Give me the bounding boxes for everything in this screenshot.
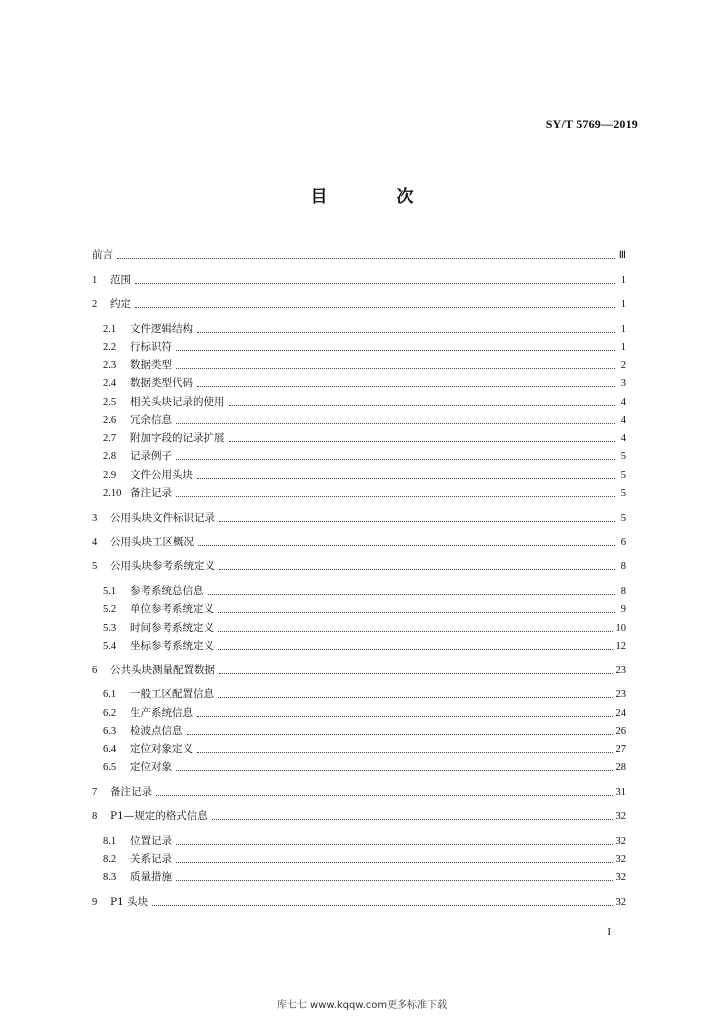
toc-entry-number: 6.5 — [103, 762, 117, 773]
toc-entry-page: 32 — [615, 854, 626, 865]
toc-entry[interactable] — [92, 662, 626, 678]
toc-entry-number: 2.3 — [103, 360, 117, 371]
toc-entry-label: 备注记录 — [130, 487, 172, 499]
toc-entry-page: 4 — [620, 433, 626, 444]
dot-leader — [187, 732, 613, 735]
toc-entry-label: 公共头块测量配置数据 — [110, 664, 215, 676]
toc-entry-page: 32 — [615, 897, 626, 908]
toc-entry-page: 5 — [620, 470, 626, 481]
standard-code: SY/T 5769—2019 — [545, 117, 638, 131]
toc-entry-page: 31 — [615, 787, 626, 798]
dot-leader — [219, 671, 613, 674]
toc-entry-page: 5 — [620, 513, 626, 524]
toc-entry[interactable] — [92, 510, 626, 526]
toc-entry-page: 5 — [620, 451, 626, 462]
toc-entry-page: 23 — [615, 665, 626, 676]
toc-entry[interactable] — [103, 723, 626, 739]
dot-leader — [212, 817, 613, 820]
toc-entry[interactable] — [103, 620, 626, 636]
toc-entry[interactable] — [103, 869, 626, 885]
toc-entry-label: 公用头块工区概况 — [110, 536, 194, 548]
dot-leader — [197, 476, 615, 479]
toc-entry-page: 2 — [620, 360, 626, 371]
toc-entry-number: 9 — [92, 897, 98, 908]
toc-entry-page: 32 — [615, 872, 626, 883]
toc-entry[interactable] — [92, 534, 626, 550]
toc-entry[interactable] — [92, 296, 626, 312]
toc-entry-label: 公用头块文件标识记录 — [110, 512, 215, 524]
toc-entry-number: 6 — [92, 665, 98, 676]
toc-entry-page: 4 — [620, 415, 626, 426]
toc-entry-page: 1 — [620, 342, 626, 353]
toc-entry-page: 27 — [615, 744, 626, 755]
dot-leader — [218, 610, 615, 613]
toc-entry[interactable] — [103, 430, 626, 446]
toc-entry[interactable] — [103, 851, 626, 867]
table-of-contents — [92, 0, 626, 1024]
toc-entry-label: 质量措施 — [130, 871, 172, 883]
toc-entry[interactable] — [92, 272, 626, 288]
toc-entry-page: 8 — [620, 561, 626, 572]
toc-entry-label: 生产系统信息 — [130, 707, 193, 719]
page-title: 目 次 — [310, 187, 440, 207]
dot-leader — [176, 457, 615, 460]
dot-leader — [229, 439, 616, 442]
toc-entry-page: 32 — [615, 811, 626, 822]
dot-leader — [176, 768, 613, 771]
toc-entry-label: 数据类型代码 — [130, 377, 193, 389]
toc-entry-number: 8 — [92, 811, 98, 822]
toc-entry-label: 附加字段的记录扩展 — [130, 432, 225, 444]
toc-entry[interactable] — [92, 808, 626, 824]
dot-leader — [229, 403, 616, 406]
toc-entry[interactable] — [92, 894, 626, 910]
toc-entry-number: 7 — [92, 787, 98, 798]
toc-entry[interactable] — [103, 686, 626, 702]
toc-entry[interactable] — [103, 375, 626, 391]
toc-entry-page: 1 — [620, 324, 626, 335]
toc-entry[interactable] — [103, 638, 626, 654]
toc-entry[interactable] — [92, 558, 626, 574]
toc-entry-page: 12 — [615, 641, 626, 652]
toc-entry[interactable] — [103, 412, 626, 428]
dot-leader — [176, 494, 615, 497]
dot-leader — [176, 348, 615, 351]
toc-entry[interactable] — [103, 833, 626, 849]
toc-entry-label: 定位对象定义 — [130, 743, 193, 755]
footer-watermark: 库七七 www.kqqw.com更多标准下载 — [276, 1000, 448, 1011]
toc-entry-page: 8 — [620, 586, 626, 597]
toc-entry-number: 5.1 — [103, 586, 117, 597]
toc-entry-label: 前言 — [92, 249, 113, 261]
dot-leader — [219, 567, 615, 570]
toc-entry-page: 1 — [620, 275, 626, 286]
toc-entry-number: 2.4 — [103, 378, 117, 389]
toc-entry-label: 范围 — [110, 274, 131, 286]
toc-entry[interactable] — [92, 784, 626, 800]
toc-entry-page: 1 — [620, 299, 626, 310]
toc-entry-page: 10 — [615, 623, 626, 634]
toc-entry-number: 6.2 — [103, 708, 117, 719]
dot-leader — [176, 842, 613, 845]
toc-entry-number: 2.9 — [103, 470, 117, 481]
dot-leader — [176, 366, 615, 369]
toc-entry[interactable] — [103, 339, 626, 355]
toc-entry-label: 相关头块记录的使用 — [130, 396, 225, 408]
toc-entry-label: 检波点信息 — [130, 725, 183, 737]
toc-entry-number: 6.4 — [103, 744, 117, 755]
toc-entry[interactable] — [103, 583, 626, 599]
dot-leader — [197, 750, 613, 753]
toc-entry-label: 记录例子 — [130, 450, 172, 462]
toc-entry-page: 3 — [620, 378, 626, 389]
toc-entry-page: 4 — [620, 397, 626, 408]
toc-entry[interactable] — [92, 247, 626, 263]
toc-entry-label: 文件公用头块 — [130, 469, 193, 481]
toc-entry-page: 26 — [615, 726, 626, 737]
toc-entry-page: 23 — [615, 689, 626, 700]
toc-entry[interactable] — [103, 448, 626, 464]
toc-entry-page: 28 — [615, 762, 626, 773]
toc-entry-number: 5.2 — [103, 604, 117, 615]
dot-leader — [218, 695, 613, 698]
toc-entry-label: 数据类型 — [130, 359, 172, 371]
dot-leader — [176, 860, 613, 863]
toc-entry[interactable] — [103, 357, 626, 373]
toc-entry-label: 行标识符 — [130, 341, 172, 353]
toc-entry-page: 24 — [615, 708, 626, 719]
dot-leader — [219, 519, 615, 522]
dot-leader — [197, 714, 613, 717]
dot-leader — [197, 384, 615, 387]
toc-entry-number: 5 — [92, 561, 98, 572]
toc-entry-label: 备注记录 — [110, 786, 152, 798]
dot-leader — [117, 256, 615, 259]
dot-leader — [218, 647, 613, 650]
toc-entry-number: 2.10 — [103, 488, 122, 499]
toc-entry-label: 冗余信息 — [130, 414, 172, 426]
toc-entry-page: 32 — [615, 836, 626, 847]
page-number: I — [607, 926, 611, 938]
toc-entry-number: 5.4 — [103, 641, 117, 652]
toc-entry-label: 定位对象 — [130, 761, 172, 773]
dot-leader — [156, 793, 613, 796]
toc-entry[interactable] — [103, 485, 626, 501]
toc-entry-page: Ⅲ — [618, 250, 626, 261]
toc-entry-number: 3 — [92, 513, 98, 524]
toc-entry-label: P1 头块 — [110, 896, 149, 908]
dot-leader — [135, 305, 615, 308]
dot-leader — [176, 421, 615, 424]
toc-entry-label: 一般工区配置信息 — [130, 688, 214, 700]
toc-entry-label: 约定 — [110, 298, 131, 310]
dot-leader — [198, 543, 615, 546]
toc-entry-label: 位置记录 — [130, 835, 172, 847]
toc-entry-label: 公用头块参考系统定义 — [110, 560, 215, 572]
toc-entry-number: 6.1 — [103, 689, 117, 700]
toc-entry[interactable] — [103, 601, 626, 617]
toc-entry-label: 关系记录 — [130, 853, 172, 865]
toc-entry-page: 9 — [620, 604, 626, 615]
dot-leader — [197, 330, 615, 333]
toc-entry[interactable] — [103, 321, 626, 337]
dot-leader — [176, 878, 613, 881]
toc-entry[interactable] — [103, 741, 626, 757]
toc-entry-number: 6.3 — [103, 726, 117, 737]
toc-entry-label: 参考系统总信息 — [130, 585, 204, 597]
toc-entry-number: 2 — [92, 299, 98, 310]
toc-entry-number: 4 — [92, 537, 98, 548]
toc-entry-page: 6 — [620, 537, 626, 548]
toc-entry-number: 2.7 — [103, 433, 117, 444]
toc-entry-label: 坐标参考系统定义 — [130, 640, 214, 652]
toc-entry-label: 时间参考系统定义 — [130, 622, 214, 634]
toc-entry-number: 2.6 — [103, 415, 117, 426]
dot-leader — [152, 903, 612, 906]
dot-leader — [208, 592, 616, 595]
dot-leader — [135, 281, 615, 284]
toc-entry-number: 2.5 — [103, 397, 117, 408]
toc-entry-label: 文件逻辑结构 — [130, 323, 193, 335]
toc-entry-number: 2.2 — [103, 342, 117, 353]
toc-entry-page: 5 — [620, 488, 626, 499]
toc-entry[interactable] — [103, 705, 626, 721]
toc-entry-label: 单位参考系统定义 — [130, 603, 214, 615]
toc-entry-number: 5.3 — [103, 623, 117, 634]
toc-entry-number: 2.1 — [103, 324, 117, 335]
toc-entry[interactable] — [103, 759, 626, 775]
toc-entry-number: 2.8 — [103, 451, 117, 462]
toc-entry-number: 1 — [92, 275, 98, 286]
toc-entry-number: 8.3 — [103, 872, 117, 883]
toc-entry-label: P1—规定的格式信息 — [110, 810, 208, 822]
dot-leader — [218, 629, 613, 632]
toc-entry[interactable] — [103, 467, 626, 483]
toc-entry-number: 8.1 — [103, 836, 117, 847]
toc-entry-number: 8.2 — [103, 854, 117, 865]
toc-entry[interactable] — [103, 394, 626, 410]
